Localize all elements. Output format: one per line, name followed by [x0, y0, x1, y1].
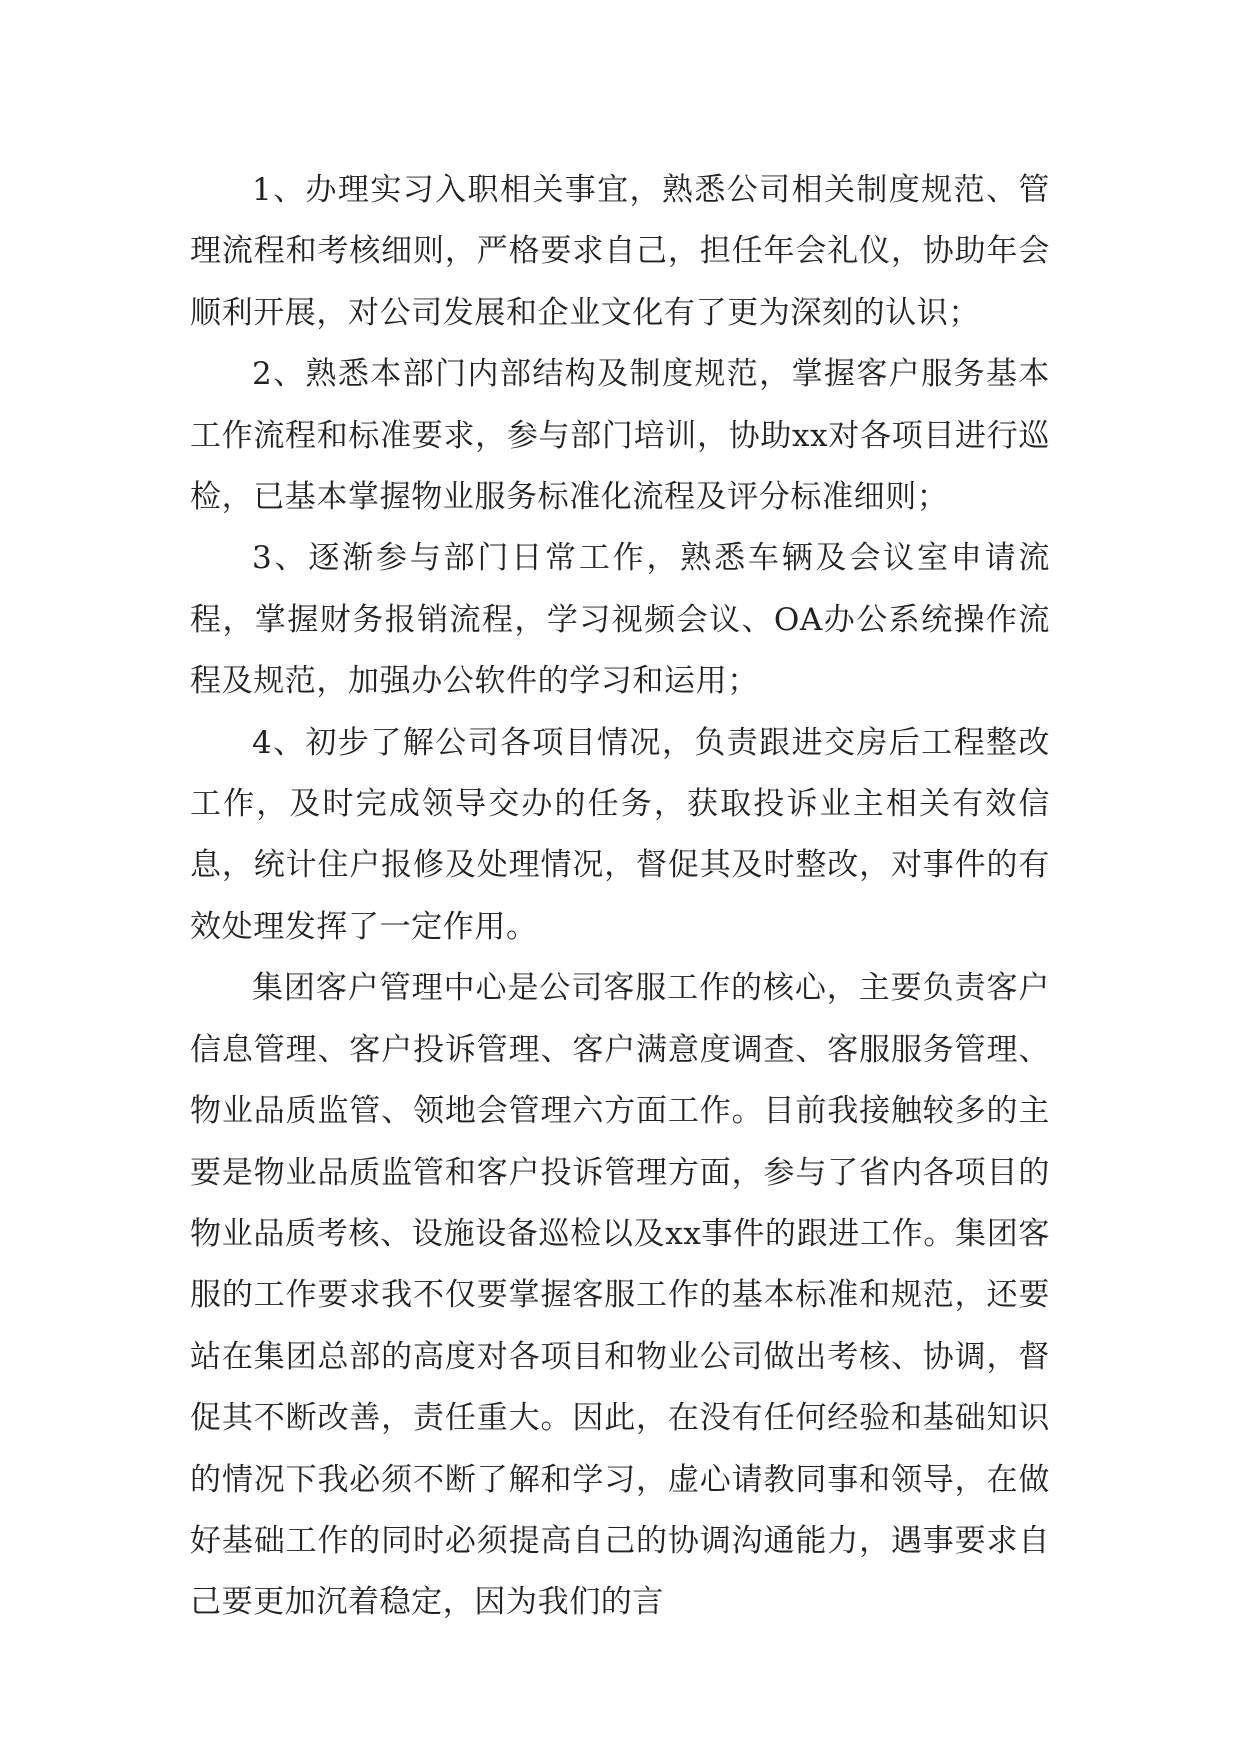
- document-body: [190, 160, 1050, 1634]
- paragraph-item-1: 1、办理实习入职相关事宜，熟悉公司相关制度规范、管理流程和考核细则，严格要求自己，担任年会礼仪，协助年会顺利开展，对公司发展和企业文化有了更为深刻的认识；: [190, 172, 1050, 331]
- paragraph-item-2: 2、熟悉本部门内部结构及制度规范，掌握客户服务基本工作流程和标准要求，参与部门培训，协助xx对各项目进行巡检，已基本掌握物业服务标准化流程及评分标准细则；: [190, 356, 1050, 516]
- paragraph-summary: 集团客户管理中心是公司客服工作的核心，主要负责客户信息管理、客户投诉管理、客户满意度调查、客服服务管理、物业品质监管、领地会管理六方面工作。目前我接触较多的主要是物业品质监管和客户投诉管理方面，参与了省内各项目的物业品质考核、设施设备巡检以及xx事件的跟进工作。集团客服的工作要求我不仅要掌握客服工作的基本标准和规范，还要站在集团总部的高度对各项目和物业公司做出考核、协调，督促其不断改善，责任重大。因此，在没有任何经验和基础知识的情况下我必须不断了解和学习，虚心请教同事和领导，在做好基础工作的同时必须提高自己的协调沟通能力，遇事要求自己要更加沉着稳定，因为我们的言: [190, 970, 1050, 1621]
- paragraph-item-4: 4、初步了解公司各项目情况，负责跟进交房后工程整改工作，及时完成领导交办的任务，获取投诉业主相关有效信息，统计住户报修及处理情况，督促其及时整改，对事件的有效处理发挥了一定作用。: [190, 724, 1050, 945]
- paragraph-item-3: 3、逐渐参与部门日常工作，熟悉车辆及会议室申请流程，掌握财务报销流程，学习视频会议、OA办公系统操作流程及规范，加强办公软件的学习和运用；: [190, 540, 1050, 700]
